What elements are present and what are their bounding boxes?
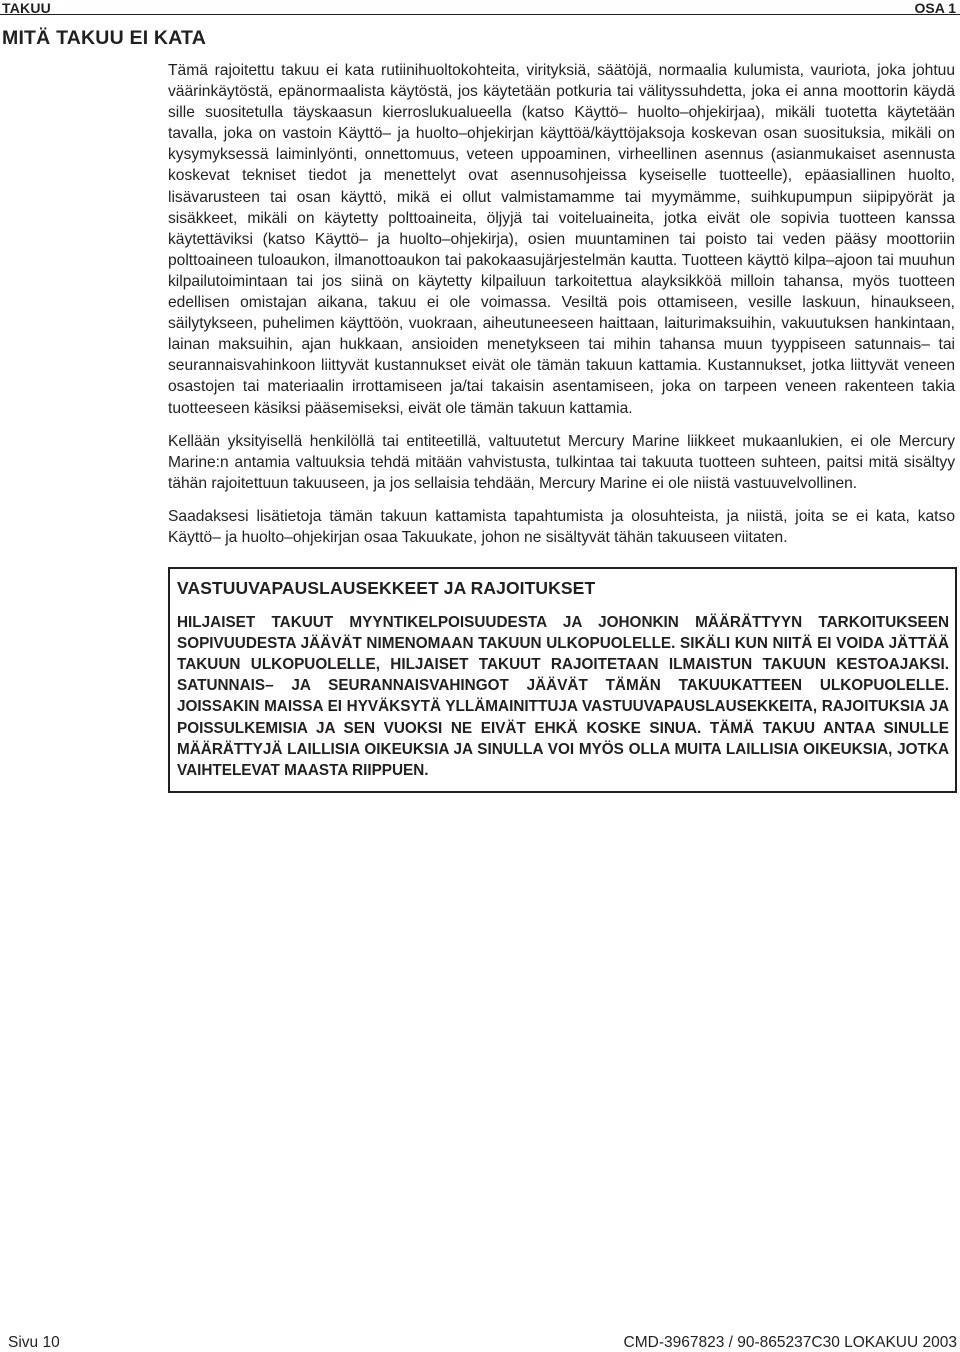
body-column — [168, 60, 955, 793]
disclaimer-text: HILJAISET TAKUUT MYYNTIKELPOISUUDESTA JA JOHONKIN MÄÄRÄTTYYN TARKOITUKSEEN SOPIVUUDESTA JÄÄVÄT NIMENOMAAN TAKUUN ULKOPUOLELLE. SIKÄLI KUN NIITÄ EI VOIDA JÄTTÄÄ TAKUUN ULKOPUOLELLE, HILJAISET TAKUUT RAJOITETAAN ILMAISTUN TAKUUN KESTOAJAKSI. SATUNNAIS– JA SEURANNAISVAHINGOT JÄÄVÄT TÄMÄN TAKUUKATTEEN ULKOPUOLELLE. JOISSAKIN MAISSA EI HYVÄKSYTÄ YLLÄMAINITTUJA VASTUUVAPAUSLAUSEKKEITA, RAJOITUKSIA JA POISSULKEMISIA JA SEN VUOKSI NE EIVÄT EHKÄ KOSKE SINUA. TÄMÄ TAKUU ANTAA SINULLE MÄÄRÄTTYJÄ LAILLISIA OIKEUKSIA JA SINULLA VOI MYÖS OLLA MUITA LAILLISIA OIKEUKSIA, JOTKA VAIHTELEVAT MAASTA RIIPPUEN. — [177, 614, 949, 779]
paragraph-authority: Kellään yksityisellä henkilöllä tai entiteetillä, valtuutetut Mercury Marine liikkeet mukaanlukien, ei ole Mercury Marine:n antamia valtuuksia tehdä mitään vahvistusta, tulkintaa tai takuuta tuotteen suhteen, paitsi mitä sisältyy tähän rajoitettuun takuuseen, ja jos sellaisia tehdään, Mercury Marine ei ole niistä vastuuvelvollinen. — [168, 432, 955, 492]
header-divider — [0, 14, 960, 15]
paragraph-exclusions: Tämä rajoitettu takuu ei kata rutiinihuoltokohteita, virityksiä, säätöjä, normaalia kulumista, vauriota, joka johtuu väärinkäytöstä, epänormaalista käytöstä, jos käytetään potkuria tai välityssuhdetta, joka ei anna moottorin käydä sille suositetulla täyskaasun kierroslukualueella (katso Käyttö– huolto–ohjekirjaa), mikäli tuotetta käytetään tavalla, joka on vastoin Käyttö– ja huolto–ohjekirjan käyttöä/käyttöjaksoja koskevan osan suosituksia, mikäli on kysymyksessä laiminlyönti, onnettomuus, veteen uppoaminen, virheellinen asennus (asianmukaiset asennusta koskevat tekniset tiedot ja menettelyt ovat asennusohjeissa kyseiselle tuotteelle), epäasiallinen huolto, lisävarusteen tai osan käyttö, mikä ei ollut valmistamamme tai myymämme, suihkupumpun siipipyörät ja sisäkkeet, mikäli on käytetty polttoaineita, öljyjä tai voiteluaineita, jotka eivät ole sopivia tuotteen kanssa käytettäviksi (katso Käyttö– ja huolto–ohjekirja), osien muuntaminen tai poisto tai veden pääsy moottoriin polttoaineen tuloaukon, ilmanottoaukon tai pakokaasujärjestelmän kautta. Tuotteen käyttö kilpa–ajoon tai muuhun kilpailutoimintaan tai jos siinä on käytetty kilpailuun tarkoitettua alayksikköä milloin tahansa, myös tuotteen edellisen omistajan aikana, takuu ei ole voimassa. Vesiltä pois ottamiseen, vesille laskuun, hinaukseen, säilytykseen, puhelimen käyttöön, vuokraan, aiheutuneeseen haittaan, laiturimaksuihin, vakuutuksen hankintaan, lainan maksuihin, ajan hukkaan, ansioiden menetykseen tai mihin tahansa muun tyyppiseen satunnais– tai seurannaisvahinkoon liittyvät kustannukset eivät ole tämän takuun kattamia. Kustannukset, jotka liittyvät veneen osastojen tai materiaalin irrottamiseen ja/tai takaisin asentamiseen, joka on tarpeen veneen rakenteen takia tuotteeseen käsiksi pääsemiseksi, eivät ole tämän takuun kattamia. — [168, 62, 955, 417]
page-number: Sivu 10 — [8, 1334, 60, 1351]
running-header-title: TAKUU — [2, 0, 51, 16]
section-title: MITÄ TAKUU EI KATA — [2, 27, 206, 49]
document-id: CMD-3967823 / 90-865237C30 LOKAKUU 2003 — [623, 1334, 957, 1351]
disclaimer-box — [168, 567, 957, 793]
running-header-section: OSA 1 — [914, 0, 956, 16]
paragraph-more-info: Saadaksesi lisätietoja tämän takuun kattamista tapahtumista ja olosuhteista, ja niistä, joita se ei kata, katso Käyttö– ja huolto–ohjekirjan osaa Takuukate, johon ne sisältyvät tähän takuuseen viitaten. — [168, 507, 955, 546]
disclaimer-title: VASTUUVAPAUSLAUSEKKEET JA RAJOITUKSET — [177, 578, 596, 599]
